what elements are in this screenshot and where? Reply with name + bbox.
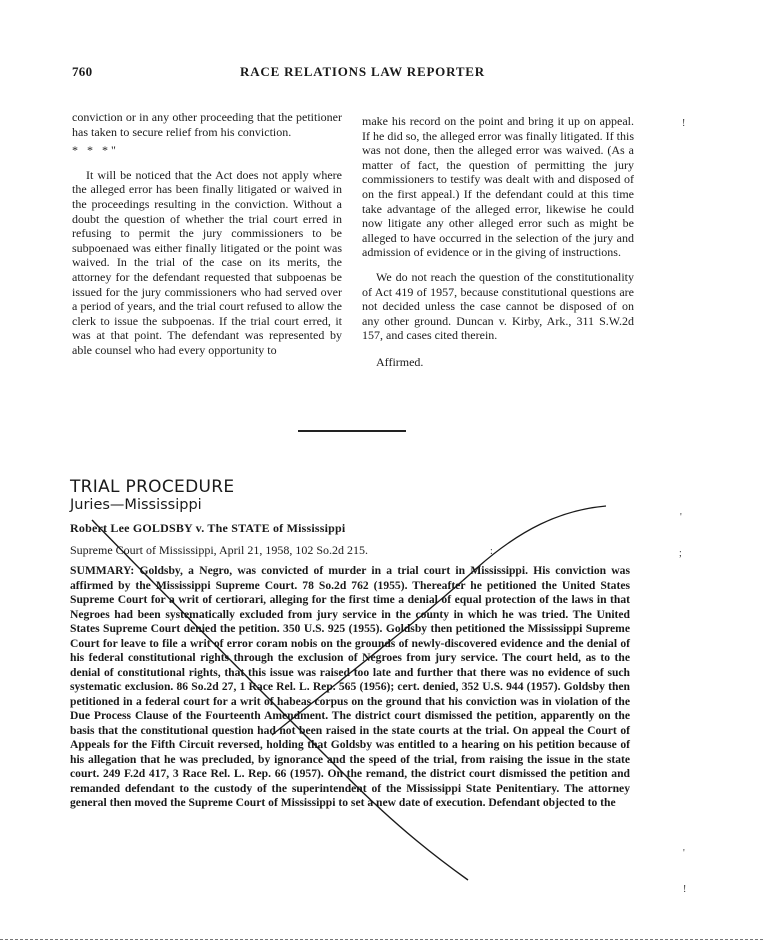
section-subtitle: Juries—Mississippi (70, 497, 202, 513)
affirmed-line: Affirmed. (376, 354, 424, 369)
ellipsis-stars: * * *" (72, 143, 119, 158)
page-number: 760 (72, 64, 93, 79)
section-divider (298, 430, 406, 432)
summary-block (70, 564, 630, 811)
margin-mark-1: ! (682, 118, 686, 129)
scan-edge (0, 939, 763, 940)
court-citation: Supreme Court of Mississippi, April 21, 1958, 102 So.2d 215. (70, 543, 369, 557)
running-head: RACE RELATIONS LAW REPORTER (240, 64, 485, 79)
summary-text: Goldsby, a Negro, was convicted of murder in a trial court in Mississippi. His conviction was affirmed by the Mississippi Supreme Court. 78 So.2d 762 (1955). Thereafter he petitioned the United States Supreme Court for a writ of certiorari, alleging for the first time a denial of equal protection of the laws in that Negroes had been systematically excluded from jury service in the county in which he was tried. The United States Supreme Court denied the petition. 350 U.S. 925 (1955). Goldsby then petitioned the Mississippi Supreme Court for leave to file a writ of error coram nobis on the grounds of newly-discovered evidence and the denial of his federal constitutional rights through the exclusion of Negroes from jury service. The court held, as to the denial of constitutional rights, that this issue was raised too late and further that there was no evidence of such systematic exclusion. 86 So.2d 27, 1 Race Rel. L. Rep. 565 (1956); cert. denied, 352 U.S. 944 (1957). Goldsby then petitioned in a federal court for a writ of habeas corpus on the ground that his conviction was in violation of the Due Process Clause of the Fourteenth Amendment. The district court dismissed the petition, apparently on the basis that the constitutional question had not been raised in the state courts at the trial. On appeal the Court of Appeals for the Fifth Circuit reversed, holding that Goldsby was entitled to a hearing on his petition because of his allegation that he was precluded, by ignorance and the speed of the trial, from raising the issue in the state court. 249 F.2d 417, 3 Race Rel. L. Rep. 66 (1957). On the remand, the district court dismissed the petition and remanded defendant to the custody of the superintendent of the Mississippi State Penitentiary. The attorney general then moved the Supreme Court of Mississippi to set a new date of execution. Defendant objected to the (70, 564, 630, 809)
margin-mark-6: ! (683, 884, 687, 895)
left-paragraph-2: It will be noticed that the Act does not apply where the alleged error has been finally litigated or waived in the proceedings resulting in the conviction. Without a doubt the question of whether the trial court erred in refusing to permit the jury commissioners to be subpoenaed was either finally litigated or the point was waived. In the trial of the case on its merits, the attorney for the defendant requested that subpoenas be issued for the jury commissioners who had served over a period of years, and the trial court refused to allow the clerk to issue the subpoenas. If the trial court erred, it was at that point. The defendant was represented by able counsel who had every opportunity to (72, 167, 342, 357)
margin-mark-3: ' (680, 512, 682, 523)
right-paragraph-1: make his record on the point and bring it up on appeal. If he did so, the alleged error was finally litigated. If this was not done, then the alleged error was waived. (As a matter of fact, the question of permitting the jury commissioners to testify was dealt with and disposed of on the first appeal.) If the defendant could at this time take advantage of the alleged error, likewise he could now litigate any other alleged error such as might be alleged to have occurred in the selection of the jury and admission of evidence or in the giving of instructions. (362, 114, 634, 260)
case-name: Robert Lee GOLDSBY v. The STATE of Mississippi (70, 521, 346, 535)
summary-label: SUMMARY: (70, 564, 135, 577)
right-column (362, 114, 634, 370)
left-paragraph-1: conviction or in any other proceeding that the petitioner has taken to secure relief from his conviction. (72, 110, 342, 139)
right-paragraph-2: We do not reach the question of the constitutionality of Act 419 of 1957, because constitutional questions are not decided unless the case cannot be disposed of on any other ground. Duncan v. Kirby, Ark., 311 S.W.2d 157, and cases cited therein. (362, 269, 634, 343)
margin-mark-5: ' (683, 848, 685, 859)
left-column (72, 110, 342, 358)
margin-mark-4: ; (679, 548, 682, 559)
margin-mark-2: : (490, 546, 493, 557)
section-title: TRIAL PROCEDURE (70, 477, 235, 497)
